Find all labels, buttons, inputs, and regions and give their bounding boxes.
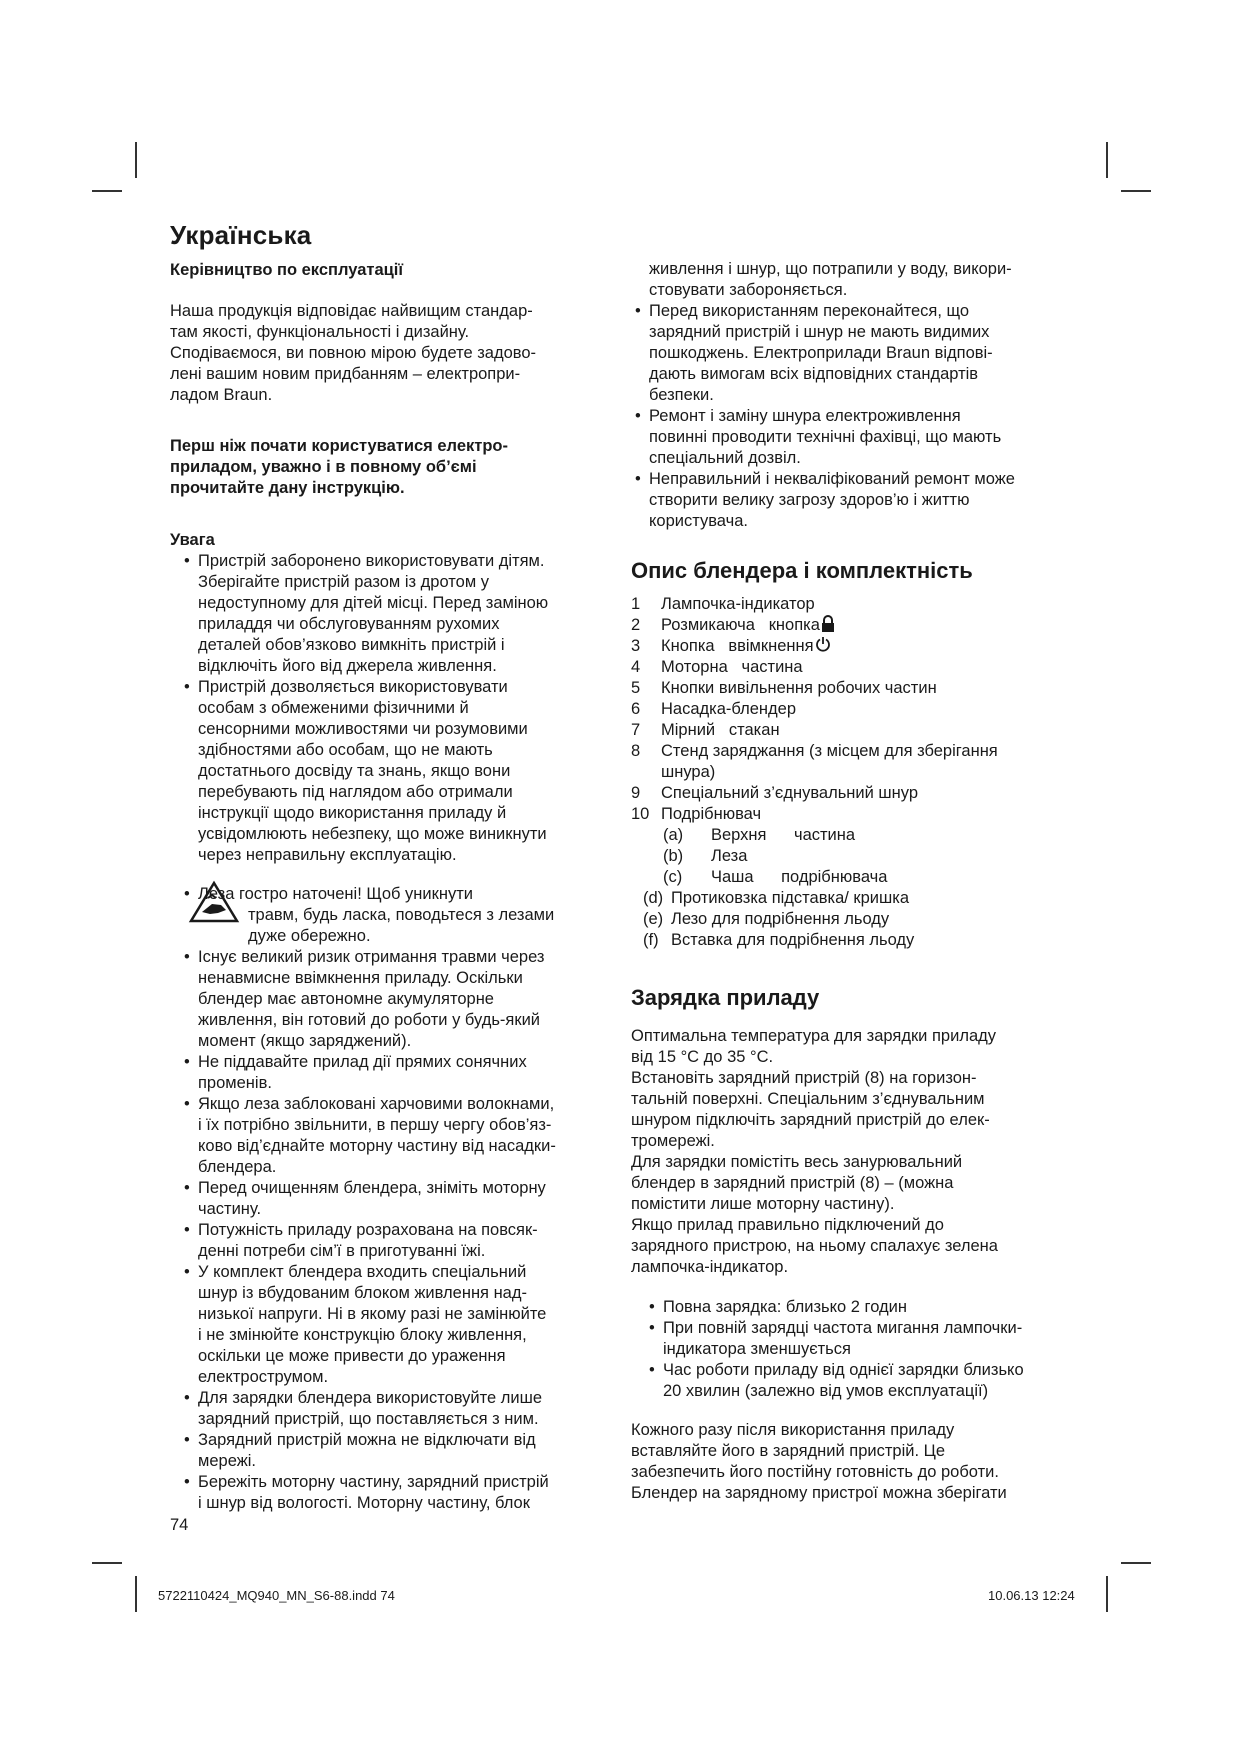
text-line: блендера. — [198, 1158, 277, 1176]
text-line: частину. — [198, 1200, 262, 1218]
text-line: променів. — [198, 1074, 272, 1092]
text-line: • Пристрій дозволяється використовувати — [180, 677, 620, 698]
item-label: Розмикаюча кнопка — [661, 616, 820, 634]
intro-line: там якості, функціональності і дизайну. — [170, 323, 470, 341]
list-item — [643, 930, 1083, 951]
text-line: зарядний пристрій і шнур не мають видимих — [649, 323, 990, 341]
list-item — [631, 762, 1081, 783]
text-line: • Перед очищенням блендера, зніміть моторну — [180, 1178, 620, 1199]
blade-warning-line: • Леза гостро наточені! Щоб уникнути — [180, 884, 620, 905]
page-title: Українська — [170, 220, 312, 250]
text-line: • Ремонт і заміну шнура електроживлення — [631, 406, 1081, 427]
section-heading-parts: Опис блендера і комплектність — [631, 558, 973, 583]
item-number: (b) — [663, 847, 684, 865]
text-line: забезпечить його постійну готовність до роботи. — [631, 1463, 999, 1481]
intro-text — [170, 301, 610, 406]
list-item — [631, 867, 1081, 888]
text-line: блендер має автономне акумуляторне — [198, 990, 494, 1008]
closing-text — [631, 1420, 1081, 1504]
text-line: недоступному для дітей місці. Перед заміною — [198, 594, 549, 612]
crop-mark — [92, 1562, 122, 1564]
text-line: • Існує великий ризик отримання травми через — [180, 947, 620, 968]
item-number: (d) — [643, 889, 664, 907]
list-item — [631, 657, 1081, 678]
list-item — [631, 825, 1081, 846]
item-number: 8 — [631, 742, 641, 760]
power-icon — [815, 636, 831, 652]
list-item — [631, 804, 1081, 825]
subtitle: Керівництво по експлуатації — [170, 261, 403, 279]
crop-mark — [92, 190, 122, 192]
list-item — [643, 909, 1083, 930]
item-label: Моторна частина — [661, 658, 803, 676]
item-label: Чаша подрібнювача — [711, 868, 888, 886]
item-number: (f) — [643, 931, 659, 949]
text-line: індикатора зменшується — [663, 1340, 851, 1358]
text-line: здібностями або особам, що не мають — [198, 741, 493, 759]
list-item — [631, 846, 1081, 867]
text-line: користувача. — [649, 512, 748, 530]
text-line: 20 хвилин (залежно від умов експлуатації) — [663, 1382, 989, 1400]
text-line: Оптимальна температура для зарядки приладу — [631, 1027, 996, 1045]
text-line: і не змінюйте конструкцію блоку живлення, — [198, 1326, 527, 1344]
list-item — [631, 783, 1081, 804]
item-number — [631, 762, 661, 783]
crop-mark — [1121, 1562, 1151, 1564]
text-line: ненавмисне ввімкнення приладу. Оскільки — [198, 969, 523, 987]
item-label: Леза — [711, 847, 748, 865]
text-line: сенсорними можливостями чи розумовими — [198, 720, 528, 738]
notice-line: Перш ніж почати користуватися електро- — [170, 437, 508, 455]
text-line: ково від’єднайте моторну частину від насадки- — [198, 1137, 556, 1155]
intro-line: Сподіваємося, ви повною мірою будете задово- — [170, 344, 536, 362]
text-line: • Повна зарядка: близько 2 годин — [645, 1297, 1085, 1318]
text-line: усвідомлюють небезпеку, що може виникнути — [198, 825, 547, 843]
item-number: 2 — [631, 616, 641, 634]
text-line: момент (якщо заряджений). — [198, 1032, 412, 1050]
text-line: • Потужність приладу розрахована на повсяк- — [180, 1220, 620, 1241]
item-number: 3 — [631, 637, 641, 655]
item-label: Подрібнювач — [661, 805, 762, 823]
text-line: зарядний пристрій, що поставляється з ним. — [198, 1410, 539, 1428]
text-line: • Якщо леза заблоковані харчовими волокнами, — [180, 1094, 620, 1115]
list-item — [631, 741, 1081, 762]
list-item — [643, 888, 1083, 909]
list-item — [631, 594, 1081, 615]
caution-title: Увага — [170, 531, 215, 549]
extras-list — [643, 888, 1083, 951]
crop-mark — [135, 142, 137, 178]
text-line: шнур із вбудованим блоком живлення над- — [198, 1284, 527, 1302]
text-line: шнуром підключіть зарядний пристрій до елек- — [631, 1111, 990, 1129]
blade-warning-line: дуже обережно. — [248, 927, 371, 945]
notice-line: прочитайте дану інструкцію. — [170, 479, 405, 497]
footer-file: 5722110424_MQ940_MN_S6-88.indd 74 — [158, 1588, 395, 1603]
intro-line: ладом Braun. — [170, 386, 273, 404]
crop-mark — [1106, 142, 1108, 178]
text-line: Якщо прилад правильно підключений до — [631, 1216, 944, 1234]
subparts-list — [631, 825, 1081, 888]
text-line: тромережі. — [631, 1132, 715, 1150]
text-line: вставляйте його в зарядний пристрій. Це — [631, 1442, 946, 1460]
list-item — [631, 615, 1081, 636]
charging-text — [631, 1026, 1081, 1278]
page-number: 74 — [170, 1516, 189, 1534]
blade-hazard-icon — [188, 880, 240, 924]
blade-warning — [180, 884, 620, 947]
intro-line: лені вашим новим придбанням – електропри- — [170, 365, 521, 383]
item-label: Вставка для подрібнення льоду — [671, 931, 915, 949]
text-line: від 15 °C до 35 °C. — [631, 1048, 774, 1066]
text-line: низької напруги. Ні в якому разі не замінюйте — [198, 1305, 547, 1323]
item-label: Мірний стакан — [661, 721, 780, 739]
item-label: шнура) — [661, 763, 716, 781]
text-line: дають вимогам всіх відповідних стандартів — [649, 365, 979, 383]
crop-mark — [135, 1576, 137, 1612]
text-line: • Бережіть моторну частину, зарядний пристрій — [180, 1472, 620, 1493]
text-line: денні потреби сім’ї в приготуванні їжі. — [198, 1242, 486, 1260]
text-line: спеціальний дозвіл. — [649, 449, 801, 467]
lock-icon — [821, 615, 835, 632]
text-line: • Не піддавайте прилад дії прямих сонячних — [180, 1052, 620, 1073]
text-line: електрострумом. — [198, 1368, 329, 1386]
text-line: зарядного пристрою, на ньому спалахує зелена — [631, 1237, 998, 1255]
text-line: відключіть його від джерела живлення. — [198, 657, 497, 675]
item-number: (e) — [643, 910, 664, 928]
text-line: оскільки це може привести до ураження — [198, 1347, 506, 1365]
text-line: інструкції щодо використання приладу й — [198, 804, 507, 822]
text-line: перебувають під наглядом або отримали — [198, 783, 513, 801]
text-line: і їх потрібно звільнити, в першу чергу обов’яз- — [198, 1116, 552, 1134]
text-line: лампочка-індикатор. — [631, 1258, 789, 1276]
text-line: Встановіть зарядний пристрій (8) на горизон- — [631, 1069, 977, 1087]
text-line: через неправильну експлуатацію. — [198, 846, 457, 864]
item-label: Протиковзка підставка/ кришка — [671, 889, 910, 907]
read-notice — [170, 436, 610, 499]
item-label: Стенд заряджання (з місцем для зберігання — [661, 742, 998, 760]
item-number: 1 — [631, 595, 641, 613]
list-item — [631, 720, 1081, 741]
item-label: Кнопки вивільнення робочих частин — [661, 679, 937, 697]
item-number: 5 — [631, 679, 641, 697]
item-label: Лампочка-індикатор — [661, 595, 815, 613]
blade-warning-line: травм, будь ласка, поводьтеся з лезами — [248, 906, 555, 924]
text-line: блендер в зарядний пристрій (8) – (можна — [631, 1174, 954, 1192]
text-line: • Пристрій заборонено використовувати дітям. — [180, 551, 620, 572]
item-number: 4 — [631, 658, 641, 676]
text-line: і шнур від вологості. Моторну частину, блок — [198, 1494, 530, 1512]
text-line: Блендер на зарядному пристрої можна зберігати — [631, 1484, 1007, 1502]
text-line: стовувати забороняється. — [649, 281, 848, 299]
text-line: • Перед використанням переконайтеся, що — [631, 301, 1081, 322]
text-line: пошкоджень. Електроприлади Braun відпові- — [649, 344, 993, 362]
safety-list — [180, 947, 620, 1514]
charging-bullets — [645, 1297, 1085, 1402]
text-line: Кожного разу після використання приладу — [631, 1421, 955, 1439]
item-label: Насадка-блендер — [661, 700, 797, 718]
intro-line: Наша продукція відповідає найвищим стандар- — [170, 302, 533, 320]
text-line: створити велику загрозу здоров’ю і життю — [649, 491, 970, 509]
item-number: 6 — [631, 700, 641, 718]
caution-list — [180, 551, 620, 866]
item-label: Верхня частина — [711, 826, 856, 844]
text-line: помістити лише моторну частину). — [631, 1195, 895, 1213]
text-line: тальній поверхні. Спеціальним з’єднувальним — [631, 1090, 985, 1108]
text-line: • Зарядний пристрій можна не відключати від — [180, 1430, 620, 1451]
text-line: Зберігайте пристрій разом із дротом у — [198, 573, 490, 591]
item-number: 7 — [631, 721, 641, 739]
text-line: • Для зарядки блендера використовуйте лише — [180, 1388, 620, 1409]
list-item — [631, 699, 1081, 720]
item-number: (a) — [663, 826, 684, 844]
text-line: живлення і шнур, що потрапили у воду, викори- — [649, 260, 1012, 278]
item-number: 9 — [631, 784, 641, 802]
item-label: Кнопка ввімкнення — [661, 637, 814, 655]
section-heading-charging: Зарядка приладу — [631, 985, 820, 1010]
text-line: живлення, він готовий до роботи у будь-який — [198, 1011, 540, 1029]
list-item — [631, 636, 1081, 657]
footer-date: 10.06.13 12:24 — [988, 1588, 1075, 1603]
item-label: Лезо для подрібнення льоду — [671, 910, 890, 928]
text-line: • Неправильний і некваліфікований ремонт може — [631, 469, 1081, 490]
item-number: (c) — [663, 868, 683, 886]
text-line: безпеки. — [649, 386, 714, 404]
text-line: достатнього досвіду та знань, якщо вони — [198, 762, 511, 780]
crop-mark — [1121, 190, 1151, 192]
text-line: мережі. — [198, 1452, 256, 1470]
text-line: • При повній зарядці частота мигання лампочки- — [645, 1318, 1085, 1339]
list-item — [631, 678, 1081, 699]
notice-line: приладом, уважно і в повному об’ємі — [170, 458, 477, 476]
text-line: особам з обмеженими фізичними й — [198, 699, 469, 717]
parts-list — [631, 594, 1081, 825]
text-line: приладдя чи обслуговуванням рухомих — [198, 615, 500, 633]
item-label: Спеціальний з’єднувальний шнур — [661, 784, 919, 802]
text-line: • У комплект блендера входить спеціальний — [180, 1262, 620, 1283]
text-line: повинні проводити технічні фахівці, що мають — [649, 428, 1002, 446]
safety-list-cont — [631, 259, 1081, 532]
text-line: деталей обов’язково вимкніть пристрій і — [198, 636, 505, 654]
crop-mark — [1106, 1576, 1108, 1612]
text-line: Для зарядки помістіть весь занурювальний — [631, 1153, 963, 1171]
text-line: • Час роботи приладу від однієї зарядки близько — [645, 1360, 1085, 1381]
item-number: 10 — [631, 805, 650, 823]
